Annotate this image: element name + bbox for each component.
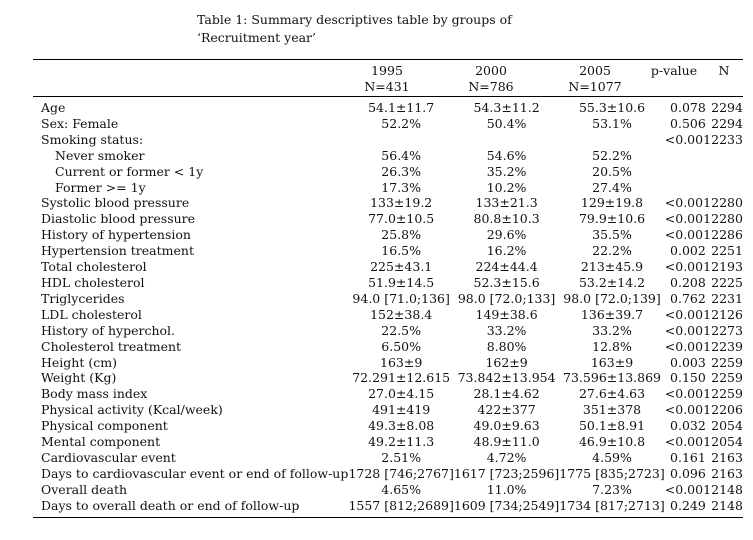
cell-n: [711, 180, 743, 196]
cell-pvalue: <0.001: [664, 338, 712, 354]
cell-2005: 1734 [817;2713]: [559, 497, 665, 513]
cell-n: 2259: [711, 386, 743, 402]
table-row: [33, 386, 743, 402]
cell-2000: 52.3±15.6: [473, 274, 540, 290]
descriptives-table: [33, 100, 743, 514]
cell-1995: 1557 [812;2689]: [348, 497, 454, 513]
table-row: [33, 339, 743, 355]
cell-2000: 422±377: [477, 402, 536, 418]
cell-2005: 7.23%: [592, 481, 632, 497]
table-row: [33, 498, 743, 514]
cell-1995: 225±43.1: [370, 259, 433, 275]
table-row: [33, 466, 743, 482]
table-row: [33, 195, 743, 211]
table-row: [33, 227, 743, 243]
table-row: [33, 418, 743, 434]
cell-1995: 133±19.2: [370, 195, 433, 211]
cell-2000: 50.4%: [486, 115, 527, 131]
cell-pvalue: 0.506: [670, 115, 706, 131]
cell-2000: 149±38.6: [475, 306, 538, 322]
cell-pvalue: 0.208: [670, 274, 706, 290]
row-label: LDL cholesterol: [41, 306, 142, 322]
cell-1995: 22.5%: [381, 322, 422, 338]
cell-n: 2148: [711, 481, 743, 497]
cell-1995: 72.291±12.615: [352, 370, 451, 386]
table-row: [33, 259, 743, 275]
cell-pvalue: [665, 148, 711, 164]
cell-2005: 53.2±14.2: [578, 274, 646, 290]
row-label: Total cholesterol: [41, 259, 147, 275]
cell-n: 2251: [711, 243, 743, 259]
cell-pvalue: 0.002: [670, 243, 706, 259]
cell-n: 2273: [711, 322, 743, 338]
cell-1995: 49.3±8.08: [368, 418, 435, 434]
cell-1995: 25.8%: [381, 227, 422, 243]
header-n: N=1077: [568, 79, 622, 94]
table-row: [33, 482, 743, 498]
cell-pvalue: <0.001: [664, 402, 712, 418]
table-row: [33, 370, 743, 386]
cell-pvalue: <0.001: [664, 195, 712, 211]
cell-pvalue: <0.001: [664, 322, 712, 338]
cell-1995: 27.0±4.15: [368, 386, 435, 402]
header-year: 2000: [475, 63, 507, 78]
row-label: Former >= 1y: [55, 179, 146, 195]
cell-pvalue: 0.161: [670, 449, 706, 465]
cell-2000: 8.80%: [486, 338, 527, 354]
cell-pvalue: 0.762: [670, 290, 706, 306]
row-label: HDL cholesterol: [41, 274, 145, 290]
cell-1995: 152±38.4: [370, 306, 433, 322]
row-label: Mental component: [41, 434, 161, 450]
cell-pvalue: 0.078: [670, 100, 706, 115]
cell-pvalue: 0.150: [670, 370, 706, 386]
cell-2000: 48.9±11.0: [473, 434, 540, 450]
cell-1995: 94.0 [71.0;136]: [352, 290, 450, 306]
row-label: Sex: Female: [41, 115, 119, 131]
cell-2000: 1609 [734;2549]: [453, 497, 560, 513]
header-rule: [33, 96, 743, 97]
cell-pvalue: <0.001: [664, 211, 712, 227]
row-label: Height (cm): [41, 354, 117, 370]
cell-2005: 27.4%: [592, 179, 632, 195]
cell-n: 2239: [711, 338, 743, 354]
row-label: Overall death: [41, 481, 128, 497]
cell-1995: 49.2±11.3: [368, 434, 435, 450]
header-pvalue: p-value: [650, 63, 698, 78]
cell-2005: 52.2%: [592, 147, 632, 163]
cell-n: 2231: [711, 290, 743, 306]
cell-2000: 35.2%: [486, 163, 527, 179]
cell-1995: 54.1±11.7: [368, 100, 435, 115]
row-label: Age: [41, 100, 66, 115]
row-label: Physical component: [41, 418, 168, 434]
cell-2005: 163±9: [590, 354, 634, 370]
table-caption: Table 1: Summary descriptives table by groups of ‘Recruitment year’: [197, 12, 512, 45]
cell-2000: 28.1±4.62: [473, 386, 540, 402]
cell-pvalue: 0.032: [670, 418, 706, 434]
table-row: [33, 307, 743, 323]
cell-2005: 98.0 [72.0;139]: [563, 290, 661, 306]
cell-2005: 1775 [835;2723]: [559, 465, 665, 481]
row-label: Physical activity (Kcal/week): [41, 402, 223, 418]
cell-pvalue: <0.001: [664, 227, 712, 243]
table-row: [33, 275, 743, 291]
cell-1995: 4.65%: [381, 481, 422, 497]
row-label: Never smoker: [55, 147, 145, 163]
row-label: Current or former < 1y: [55, 163, 204, 179]
cell-n: 2054: [711, 434, 743, 450]
cell-n: 2163: [711, 449, 743, 465]
row-label: Body mass index: [41, 386, 148, 402]
cell-2000: 33.2%: [486, 322, 527, 338]
table-row: [33, 180, 743, 196]
row-label: History of hypertension: [41, 227, 191, 243]
cell-2000: 133±21.3: [475, 195, 538, 211]
cell-n: 2206: [711, 402, 743, 418]
cell-1995: 77.0±10.5: [368, 211, 435, 227]
cell-1995: 6.50%: [381, 338, 422, 354]
header-year: 1995: [371, 63, 403, 78]
cell-n: 2286: [711, 227, 743, 243]
cell-n: 2126: [711, 306, 743, 322]
cell-2000: 11.0%: [486, 481, 527, 497]
table-row: [33, 132, 743, 148]
bottom-rule: [33, 517, 743, 518]
table-row: [33, 434, 743, 450]
header-n: N=431: [364, 79, 410, 94]
cell-pvalue: 0.249: [670, 497, 706, 513]
cell-2005: 53.1%: [592, 115, 632, 131]
table-row: [33, 450, 743, 466]
cell-2000: 49.0±9.63: [473, 418, 540, 434]
cell-2005: 12.8%: [592, 338, 632, 354]
cell-2005: 79.9±10.6: [578, 211, 646, 227]
cell-pvalue: [665, 180, 711, 196]
table-row: [33, 402, 743, 418]
cell-n: 2294: [711, 115, 743, 131]
cell-1995: 56.4%: [381, 147, 422, 163]
cell-2005: 213±45.9: [580, 259, 644, 275]
cell-n: 2294: [711, 100, 743, 115]
cell-n: 2259: [711, 370, 743, 386]
cell-n: [711, 148, 743, 164]
cell-2000: 16.2%: [486, 243, 527, 259]
row-label: History of hyperchol.: [41, 322, 176, 338]
cell-2000: 80.8±10.3: [473, 211, 540, 227]
cell-2005: 50.1±8.91: [578, 418, 646, 434]
cell-pvalue: <0.001: [664, 131, 712, 147]
cell-1995: 51.9±14.5: [368, 274, 435, 290]
cell-n: 2193: [711, 259, 743, 275]
cell-2005: 4.59%: [592, 449, 632, 465]
cell-2005: 129±19.8: [580, 195, 644, 211]
cell-1995: 1728 [746;2767]: [348, 465, 454, 481]
cell-2000: 73.842±13.954: [457, 370, 556, 386]
cell-2000: 98.0 [72.0;133]: [457, 290, 556, 306]
row-label: Days to overall death or end of follow-up: [41, 497, 300, 513]
cell-n: 2225: [711, 274, 743, 290]
table-row: [33, 291, 743, 307]
cell-2000: 1617 [723;2596]: [453, 465, 560, 481]
row-label: Weight (Kg): [41, 370, 117, 386]
row-label: Hypertension treatment: [41, 243, 194, 259]
cell-pvalue: [665, 164, 711, 180]
cell-2005: 22.2%: [592, 243, 632, 259]
cell-n: 2233: [711, 131, 743, 147]
cell-n: 2148: [711, 497, 743, 513]
cell-2000: 162±9: [485, 354, 528, 370]
cell-1995: 26.3%: [381, 163, 422, 179]
table-row: [33, 164, 743, 180]
table-row: [33, 116, 743, 132]
cell-n: 2163: [711, 465, 743, 481]
table-row: [33, 148, 743, 164]
row-label: Cardiovascular event: [41, 449, 176, 465]
cell-n: 2280: [711, 211, 743, 227]
cell-n: 2280: [711, 195, 743, 211]
cell-1995: 52.2%: [381, 115, 422, 131]
cell-2000: 224±44.4: [475, 259, 538, 275]
row-label: Cholesterol treatment: [41, 338, 182, 354]
header-group-2005: [543, 63, 647, 95]
header-group-2000: [439, 63, 543, 95]
cell-pvalue: <0.001: [664, 259, 712, 275]
cell-n: 2259: [711, 354, 743, 370]
header-group-1995: [335, 63, 439, 95]
table-row: [33, 323, 743, 339]
table-row: [33, 100, 743, 116]
cell-1995: 491±419: [372, 402, 431, 418]
table-body: [33, 100, 743, 514]
cell-2000: 54.6%: [486, 147, 527, 163]
cell-2005: 136±39.7: [580, 306, 644, 322]
cell-2005: 351±378: [582, 402, 642, 418]
cell-1995: 163±9: [380, 354, 423, 370]
cell-n: [711, 164, 743, 180]
cell-pvalue: 0.096: [670, 465, 706, 481]
row-label: Diastolic blood pressure: [41, 211, 196, 227]
cell-2005: 20.5%: [592, 163, 632, 179]
cell-1995: 2.51%: [381, 449, 422, 465]
cell-pvalue: <0.001: [664, 434, 712, 450]
cell-pvalue: 0.003: [670, 354, 706, 370]
cell-2005: 46.9±10.8: [578, 434, 646, 450]
header-year: 2005: [579, 63, 611, 78]
cell-2005: 35.5%: [592, 227, 632, 243]
cell-n: 2054: [711, 418, 743, 434]
top-rule: [33, 59, 743, 60]
cell-2005: 73.596±13.869: [563, 370, 661, 386]
cell-2000: [454, 132, 559, 148]
cell-2000: 4.72%: [486, 449, 527, 465]
row-label: Triglycerides: [41, 290, 125, 306]
header-n: N=786: [468, 79, 514, 94]
cell-2000: 29.6%: [486, 227, 527, 243]
cell-2005: [559, 132, 664, 148]
cell-2000: 54.3±11.2: [473, 100, 540, 115]
table-row: [33, 355, 743, 371]
cell-2000: 10.2%: [486, 179, 527, 195]
cell-pvalue: <0.001: [664, 306, 712, 322]
table-row: [33, 243, 743, 259]
cell-2005: 55.3±10.6: [578, 100, 646, 115]
cell-pvalue: <0.001: [664, 481, 712, 497]
row-label: Smoking status:: [41, 131, 144, 147]
header-n-total: N: [718, 63, 730, 78]
cell-1995: [348, 132, 453, 148]
cell-1995: 17.3%: [381, 179, 422, 195]
table-row: [33, 211, 743, 227]
cell-pvalue: <0.001: [664, 386, 712, 402]
row-label: Systolic blood pressure: [41, 195, 190, 211]
cell-1995: 16.5%: [381, 243, 422, 259]
row-label: Days to cardiovascular event or end of follow-up: [41, 465, 349, 481]
cell-2005: 27.6±4.63: [578, 386, 646, 402]
cell-2005: 33.2%: [592, 322, 632, 338]
